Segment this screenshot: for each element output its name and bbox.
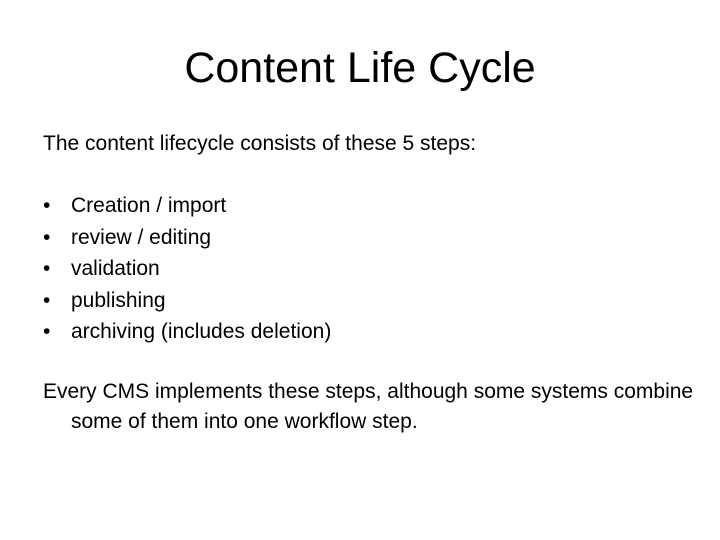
- list-item: [43, 222, 331, 254]
- steps-list: [43, 190, 331, 348]
- intro-text: The content lifecycle consists of these 5 steps:: [43, 132, 477, 155]
- list-item: [43, 253, 331, 285]
- bullet-icon: •: [43, 320, 51, 343]
- bullet-icon: •: [43, 288, 51, 312]
- list-item: [43, 285, 331, 317]
- slide-title: Content Life Cycle: [184, 44, 536, 92]
- list-item: [43, 190, 331, 222]
- list-item-label: validation: [71, 257, 160, 280]
- bullet-icon: •: [43, 257, 51, 280]
- list-item-label: Creation / import: [71, 194, 227, 217]
- list-item-label: publishing: [71, 288, 166, 312]
- bullet-icon: •: [43, 194, 51, 217]
- list-item-label: archiving (includes deletion): [71, 320, 332, 343]
- list-item: [43, 316, 331, 348]
- bullet-icon: •: [43, 225, 51, 249]
- closing-text: Every CMS implements these steps, although some systems combine some of them into one workflow step.: [43, 380, 694, 433]
- list-item-label: review / editing: [71, 225, 212, 249]
